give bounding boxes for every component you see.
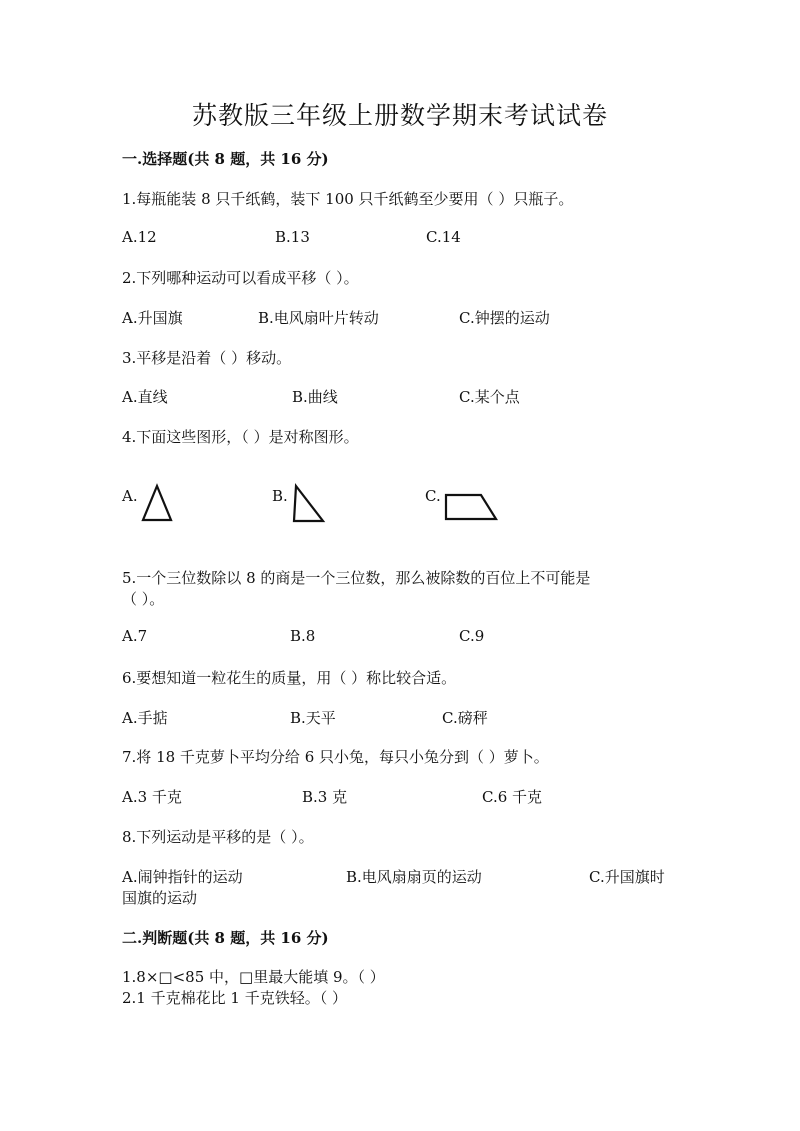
q5-option-a: A.7 bbox=[122, 627, 148, 645]
section-heading-judgement: 二.判断题(共 8 题，共 16 分) bbox=[122, 929, 329, 947]
question-6: 6.要想知道一粒花生的质量，用（ ）称比较合适。 bbox=[122, 669, 457, 687]
q4-option-a: A. bbox=[122, 487, 138, 505]
q8-option-a: A.闹钟指针的运动 bbox=[122, 868, 243, 886]
q7-option-c: C.6 千克 bbox=[482, 788, 543, 806]
q5-option-c: C.9 bbox=[459, 627, 485, 645]
q3-option-a: A.直线 bbox=[122, 388, 168, 406]
question-4: 4.下面这些图形，（ ）是对称图形。 bbox=[122, 428, 359, 446]
question-3: 3.平移是沿着（ ）移动。 bbox=[122, 349, 292, 367]
q2-option-c: C.钟摆的运动 bbox=[459, 309, 550, 327]
trapezoid-shape bbox=[443, 492, 499, 522]
question-5-continued: （ ）。 bbox=[122, 590, 165, 608]
question-1: 1.每瓶能装 8 只千纸鹤，装下 100 只千纸鹤至少要用（ ）只瓶子。 bbox=[122, 190, 574, 208]
judgement-question-2: 2.1 千克棉花比 1 千克铁轻。（ ） bbox=[122, 989, 347, 1007]
q8-option-b: B.电风扇扇页的运动 bbox=[346, 868, 482, 886]
scalene-triangle-shape bbox=[290, 484, 326, 524]
q1-option-b: B.13 bbox=[275, 228, 310, 246]
q4-option-b: B. bbox=[272, 487, 288, 505]
question-2: 2.下列哪种运动可以看成平移（ ）。 bbox=[122, 269, 359, 287]
q6-option-a: A.手掂 bbox=[122, 709, 168, 727]
q4-option-c: C. bbox=[425, 487, 441, 505]
q2-option-b: B.电风扇叶片转动 bbox=[258, 309, 379, 327]
isosceles-triangle-shape bbox=[141, 484, 173, 522]
judgement-question-1: 1.8×□<85 中，□里最大能填 9。（ ） bbox=[122, 968, 385, 986]
q8-option-c-continued: 国旗的运动 bbox=[122, 889, 198, 907]
q7-option-a: A.3 千克 bbox=[122, 788, 182, 806]
question-8: 8.下列运动是平移的是（ ）。 bbox=[122, 828, 314, 846]
q1-option-c: C.14 bbox=[426, 228, 461, 246]
q3-option-c: C.某个点 bbox=[459, 388, 520, 406]
q6-option-b: B.天平 bbox=[290, 709, 336, 727]
q7-option-b: B.3 克 bbox=[302, 788, 348, 806]
q6-option-c: C.磅秤 bbox=[442, 709, 488, 727]
q2-option-a: A.升国旗 bbox=[122, 309, 183, 327]
q1-option-a: A.12 bbox=[122, 228, 157, 246]
page-title: 苏教版三年级上册数学期末考试试卷 bbox=[191, 101, 608, 130]
q8-option-c: C.升国旗时 bbox=[589, 868, 665, 886]
question-5: 5.一个三位数除以 8 的商是一个三位数，那么被除数的百位上不可能是 bbox=[122, 569, 591, 587]
q5-option-b: B.8 bbox=[290, 627, 316, 645]
section-heading-choice: 一.选择题(共 8 题，共 16 分) bbox=[122, 150, 329, 168]
q3-option-b: B.曲线 bbox=[292, 388, 338, 406]
question-7: 7.将 18 千克萝卜平均分给 6 只小兔，每只小兔分到（ ）萝卜。 bbox=[122, 748, 549, 766]
